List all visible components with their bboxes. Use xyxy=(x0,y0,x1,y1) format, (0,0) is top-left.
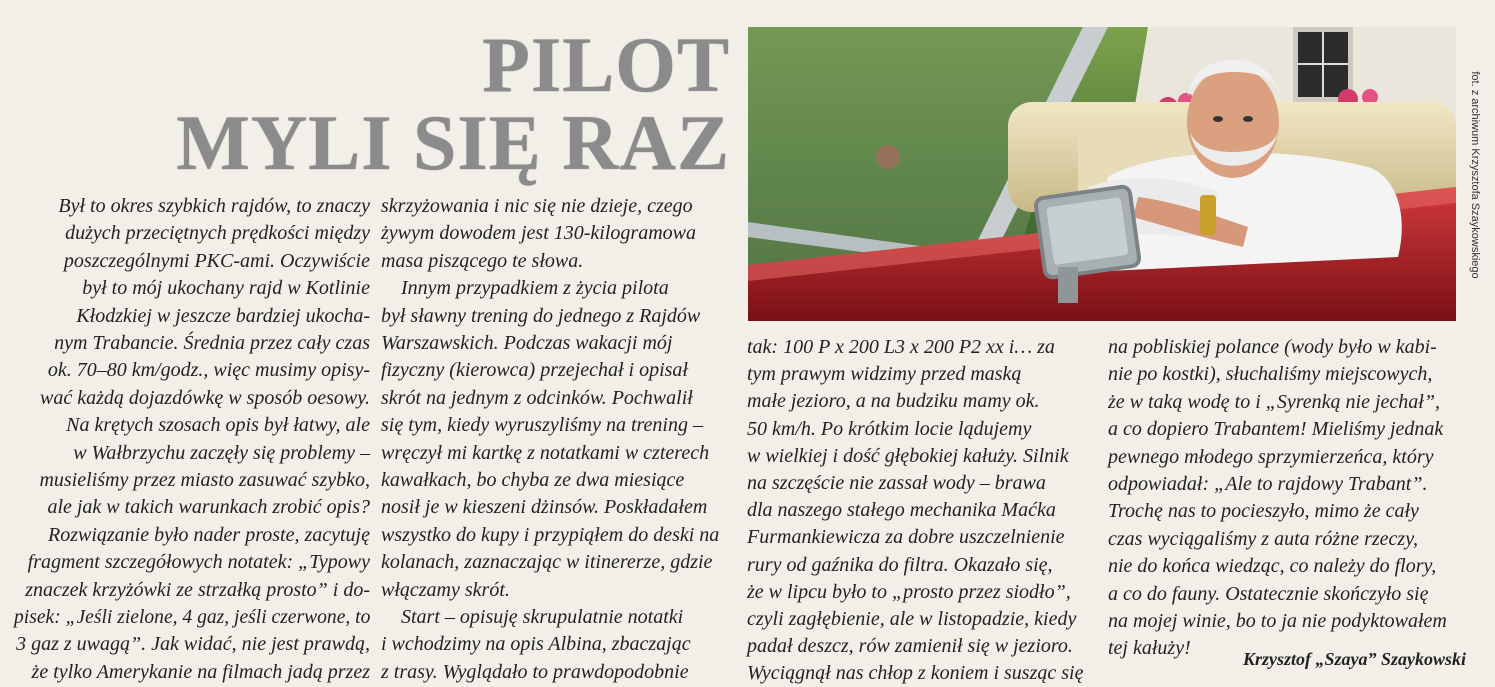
article-text-line: skrót na jednym z odcinków. Pochwalił xyxy=(381,386,693,409)
article-text-line: fragment szczegółowych notatek: „Typowy xyxy=(27,551,370,574)
article-text-line: dużych przeciętnych prędkości między xyxy=(65,222,370,245)
article-text-line: był to mój ukochany rajd w Kotlinie xyxy=(82,277,370,300)
article-text-line: wręczył mi kartkę z notatkami w czterech xyxy=(381,441,710,464)
article-text-line: włączamy skrót. xyxy=(381,578,510,601)
article-text-line: i wchodzimy na opis Albina, zbaczając xyxy=(381,633,691,656)
article-text-line: czyli zagłębienie, ale w listopadzie, kiedy xyxy=(747,608,1077,630)
article-text-line: znaczek krzyżówki ze strzałką prosto” i do- xyxy=(25,578,370,601)
article-text-line: 3 gaz z uwagą”. Jak widać, nie jest prawdą, xyxy=(16,633,370,656)
article-text-line: kawałkach, bo chyba ze dwa miesiące xyxy=(381,469,685,491)
article-text-line: wać każdą dojazdówkę w sposób oesowy. xyxy=(40,386,370,409)
article-text-line: Start – opisuję skrupulatnie notatki xyxy=(381,606,684,628)
article-text-line: Innym przypadkiem z życia pilota xyxy=(381,277,669,300)
article-text-line: na szczęście nie zassał wody – brawa xyxy=(747,472,1046,494)
article-text-line: tak: 100 P x 200 L3 x 200 P2 xx i… za xyxy=(747,336,1055,358)
article-photo xyxy=(748,27,1456,321)
article-text-line: Kłodzkiej w jeszcze bardziej ukocha- xyxy=(76,304,370,327)
article-text-line: kolanach, zaznaczając w itinererze, gdzie xyxy=(381,551,713,574)
article-text-line: nym Trabancie. Średnia przez cały czas xyxy=(54,332,370,354)
article-text-line: rury od gaźnika do filtra. Okazało się, xyxy=(747,553,1053,576)
author-signature: Krzysztof „Szaya” Szaykowski xyxy=(1242,649,1466,669)
article-text-line: tej kałuży! xyxy=(1108,637,1191,660)
article-text-line: że w taką wodę to i „Syrenką nie jechał”, xyxy=(1108,390,1440,413)
article-text-line: ok. 70–80 km/godz., więc musimy opisy- xyxy=(47,359,370,382)
article-text-line: odpowiadał: „Ale to rajdowy Trabant”. xyxy=(1108,473,1428,495)
article-text-line: fizyczny (kierowca) przejechał i opisał xyxy=(381,359,688,382)
article-text-line: nosił je w kieszeni dżinsów. Poskładałem xyxy=(381,496,708,519)
article-text-line: na pobliskiej polance (wody było w kabi- xyxy=(1108,336,1437,358)
article-text-line: na mojej winie, bo to ja nie podyktowałem xyxy=(1108,610,1447,632)
article-text-line: Na krętych szosach opis był łatwy, ale xyxy=(66,414,370,437)
article-text-line: Warszawskich. Podczas wakacji mój xyxy=(381,332,673,354)
article-text-line: dla naszego stałego mechanika Maćka xyxy=(747,499,1056,522)
article-text-line: nie do końca wiedząc, co należy do flory, xyxy=(1108,555,1437,578)
article-text-line: czas wyciągaliśmy z auta różne rzeczy, xyxy=(1108,527,1418,550)
article-title-line-2: MYLI SIĘ RAZ xyxy=(176,99,730,186)
article-text-line: a co do fauny. Ostatecznie skończyło się xyxy=(1108,582,1429,605)
article-text-line: Trochę nas to pocieszyło, mimo że cały xyxy=(1108,500,1419,523)
article-text-line: Wyciągnął nas chłop z koniem i susząc się xyxy=(747,662,1084,685)
article-text-line: padał deszcz, rów zamienił się w jezioro. xyxy=(747,635,1073,658)
article-text-line: w Wałbrzychu zaczęły się problemy – xyxy=(73,441,370,464)
photo-credit-text: fot. z archiwum Krzysztofa Szaykowskiego xyxy=(1469,71,1481,279)
article-text-line: skrzyżowania i nic się nie dzieje, czego xyxy=(381,195,693,217)
article-text-line: Furmankiewicza za dobre uszczelnienie xyxy=(747,526,1065,549)
article-text-line: pisek: „Jeśli zielone, 4 gaz, jeśli czerwone, to xyxy=(13,606,370,628)
article-text-line: żywym dowodem jest 130-kilogramowa xyxy=(381,222,696,245)
article-text-line: poszczególnymi PKC-ami. Oczywiście xyxy=(63,249,370,272)
article-text-line: musieliśmy przez miasto zasuwać szybko, xyxy=(39,469,370,491)
convertible-car-driver-photo xyxy=(748,27,1456,321)
article-text-line: Rozwiązanie było nader proste, zacytuję xyxy=(48,523,370,546)
article-text-line: nie po kostki), słuchaliśmy miejscowych, xyxy=(1108,363,1433,386)
article-text-line: 50 km/h. Po krótkim locie lądujemy xyxy=(747,417,1032,440)
article-text-line: małe jezioro, a na budziku mamy ok. xyxy=(747,390,1040,413)
article-text-line: ale jak w takich warunkach zrobić opis? xyxy=(47,496,370,519)
article-text-line: że w lipcu było to „prosto przez siodło”, xyxy=(747,580,1071,603)
article-text-line: masa piszącego te słowa. xyxy=(381,249,584,272)
article-text-line: pewnego młodego sprzymierzeńca, który xyxy=(1108,445,1434,468)
article-text-line: się tym, kiedy wyruszyliśmy na trening – xyxy=(381,414,703,437)
article-title-line-1: PILOT xyxy=(482,21,730,108)
article-text-line: był sławny trening do jednego z Rajdów xyxy=(381,304,701,327)
article-text-line: a co dopiero Trabantem! Mieliśmy jednak xyxy=(1108,418,1444,441)
article-text-line: z trasy. Wyglądało to prawdopodobnie xyxy=(381,660,689,683)
article-text-line: wszystko do kupy i przypiąłem do deski na xyxy=(381,523,720,546)
photo-credit xyxy=(1466,28,1484,322)
article-text-line: w wielkiej i dość głębokiej kałuży. Silnik xyxy=(747,444,1069,467)
article-text-line: tym prawym widzimy przed maską xyxy=(747,363,1022,386)
article-text-line: że tylko Amerykanie na filmach jadą przez xyxy=(31,660,370,683)
article-text-line: Był to okres szybkich rajdów, to znaczy xyxy=(58,195,370,217)
